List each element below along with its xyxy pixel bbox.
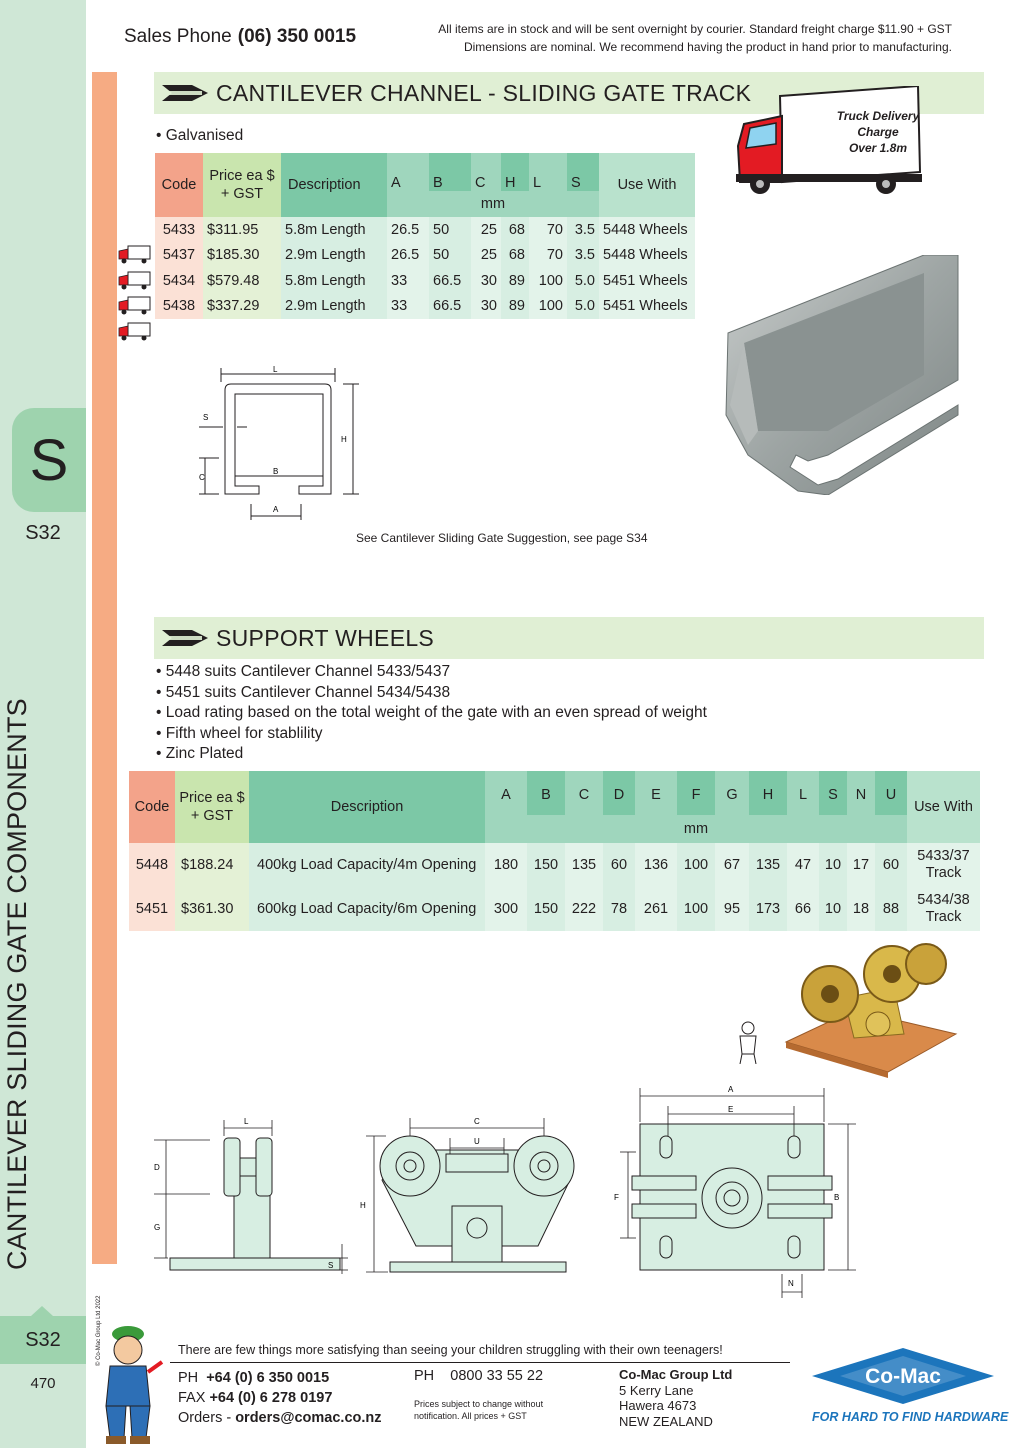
cell-dim: 89: [501, 294, 529, 320]
cell-dim: 89: [501, 268, 529, 294]
channel-table: [155, 153, 695, 319]
vertical-section-title: CANTILEVER SLIDING GATE COMPONENTS: [2, 698, 32, 1270]
bullet-item: • Zinc Plated: [156, 745, 244, 762]
dim-label-d: D: [154, 1163, 160, 1172]
truck-label-line: Charge: [857, 125, 899, 139]
page-reference-note: See Cantilever Sliding Gate Suggestion, see page S34: [356, 531, 648, 545]
prices-note: [414, 1398, 543, 1422]
cell-price: $188.24: [175, 843, 249, 887]
cell-dim: 68: [501, 217, 529, 243]
dim-label-l: L: [244, 1117, 249, 1126]
truck-icon: [118, 244, 151, 264]
cell-description: 2.9m Length: [281, 294, 387, 320]
header-dim-a: A: [387, 153, 429, 191]
use-with-line: 5433/37: [917, 848, 970, 864]
cell-dim: 3.5: [567, 243, 599, 269]
use-with-line: Track: [925, 909, 962, 925]
cell-dim: 100: [677, 887, 715, 931]
cell-description: 5.8m Length: [281, 268, 387, 294]
fax-line: [178, 1388, 382, 1408]
section-header-wheels: [154, 617, 984, 659]
bullet-item: • 5448 suits Cantilever Channel 5433/5437: [156, 663, 451, 680]
cell-use-with: 5448 Wheels: [599, 243, 695, 269]
bullet-item: • Fifth wheel for stablility: [156, 724, 323, 742]
section-code-top: S32: [25, 522, 61, 544]
table-row: [129, 843, 980, 887]
bullet-item: • Load rating based on the total weight of the gate with an even spread of weight: [156, 704, 707, 721]
freight-notice: [380, 20, 952, 56]
truck-icon: [118, 321, 151, 341]
cell-dim: 25: [471, 217, 501, 243]
cell-dim: 135: [565, 843, 603, 887]
orders-label: Orders -: [178, 1410, 232, 1426]
cell-dim: 10: [819, 887, 847, 931]
cell-dim: 5.0: [567, 268, 599, 294]
use-with-line: Track: [925, 865, 962, 881]
contact-block: [178, 1368, 382, 1428]
cell-dim: 136: [635, 843, 677, 887]
use-with-line: 5434/38: [917, 892, 970, 908]
cell-dim: 100: [529, 294, 567, 320]
fax-label: FAX: [178, 1390, 206, 1406]
header-dim: N: [847, 771, 875, 815]
dim-label-e: E: [728, 1105, 734, 1114]
orange-accent-bar: [92, 72, 117, 1264]
cell-dim: 3.5: [567, 217, 599, 243]
channel-cross-section-diagram: [195, 360, 365, 522]
header-dim: U: [875, 771, 907, 815]
cell-dim: 78: [603, 887, 635, 931]
cell-dim: 5.0: [567, 294, 599, 320]
header-dim-l: L: [529, 153, 567, 191]
slogan: FOR HARD TO FIND HARDWARE: [812, 1410, 1009, 1424]
section-code-bottom: S32: [0, 1316, 86, 1364]
wheels-table: [129, 771, 980, 931]
section-title: SUPPORT WHEELS: [216, 624, 435, 651]
page-number: 470: [30, 1375, 56, 1392]
cell-use-with: 5448 Wheels: [599, 217, 695, 243]
cell-dim: 66: [787, 887, 819, 931]
header-code: Code: [155, 153, 203, 217]
cell-dim: 67: [715, 843, 749, 887]
cell-use-with: 5451 Wheels: [599, 294, 695, 320]
comac-logo: [810, 1346, 996, 1406]
header-dim: E: [635, 771, 677, 815]
cell-dim: 135: [749, 843, 787, 887]
table-row: [155, 294, 695, 320]
cell-dim: 66.5: [429, 268, 471, 294]
cell-dim: 88: [875, 887, 907, 931]
cell-dim: 50: [429, 217, 471, 243]
cell-description: 400kg Load Capacity/4m Opening: [249, 843, 485, 887]
cell-dim: 18: [847, 887, 875, 931]
cell-dim: 17: [847, 843, 875, 887]
wheel-side-view-diagram: [150, 1112, 350, 1278]
header-use-with: Use With: [599, 153, 695, 217]
address-line: 5 Kerry Lane: [619, 1382, 694, 1398]
cell-dim: 70: [529, 243, 567, 269]
cell-dim: 100: [677, 843, 715, 887]
truck-icon: [118, 295, 151, 315]
notice-line: Dimensions are nominal. We recommend having the product in hand prior to manufacturing.: [463, 40, 952, 54]
table-row: [155, 268, 695, 294]
dim-label-c: C: [474, 1117, 480, 1126]
header-unit: mm: [485, 815, 907, 843]
cell-dim: 47: [787, 843, 819, 887]
cell-dim: 33: [387, 268, 429, 294]
cell-code: 5433: [155, 217, 203, 243]
mascot-small-icon: [734, 1020, 762, 1064]
header-dim: D: [603, 771, 635, 815]
header-dim: A: [485, 771, 527, 815]
cell-dim: 10: [819, 843, 847, 887]
cell-use-with: [907, 843, 980, 887]
header-description: Description: [249, 771, 485, 843]
dim-label-h: H: [341, 435, 347, 444]
dim-label-n: N: [788, 1279, 794, 1288]
cell-dim: 95: [715, 887, 749, 931]
section-title: CANTILEVER CHANNEL - SLIDING GATE TRACK: [216, 79, 752, 106]
cell-dim: 100: [529, 268, 567, 294]
dim-label-b: B: [834, 1193, 840, 1202]
dim-label-u: U: [474, 1137, 480, 1146]
header-dim: F: [677, 771, 715, 815]
dim-label-s: S: [328, 1261, 334, 1270]
cell-code: 5438: [155, 294, 203, 320]
cell-description: 5.8m Length: [281, 217, 387, 243]
header-description: Description: [281, 153, 387, 217]
channel-photo: [718, 255, 962, 495]
cell-dim: 180: [485, 843, 527, 887]
header-dim-s: S: [567, 153, 599, 191]
bullet-item: • 5451 suits Cantilever Channel 5434/5438: [156, 683, 451, 701]
sales-phone: [124, 26, 356, 48]
header-dim: C: [565, 771, 603, 815]
dim-label-h: H: [360, 1201, 366, 1210]
orders-email[interactable]: orders@comac.co.nz: [235, 1410, 382, 1426]
cell-dim: 150: [527, 887, 565, 931]
cell-code: 5437: [155, 243, 203, 269]
cell-code: 5451: [129, 887, 175, 931]
mascot-icon: [92, 1322, 170, 1444]
header-dim-b: B: [429, 153, 471, 191]
cell-dim: 26.5: [387, 243, 429, 269]
cell-dim: 60: [603, 843, 635, 887]
prices-note-line: Prices subject to change without: [414, 1399, 544, 1409]
phone-number: +64 (0) 6 350 0015: [206, 1370, 330, 1386]
cell-price: $185.30: [203, 243, 281, 269]
header-dim: H: [749, 771, 787, 815]
dim-label-g: G: [154, 1223, 161, 1232]
header-dim: L: [787, 771, 819, 815]
cell-dim: 26.5: [387, 217, 429, 243]
arrow-icon: [162, 628, 210, 648]
cell-price: $579.48: [203, 268, 281, 294]
cell-dim: 68: [501, 243, 529, 269]
cell-dim: 30: [471, 294, 501, 320]
cell-use-with: [907, 887, 980, 931]
freephone-number: 0800 33 55 22: [450, 1368, 544, 1384]
cell-price: $361.30: [175, 887, 249, 931]
company-name: Co-Mac Group Ltd: [619, 1367, 733, 1382]
header-dim: S: [819, 771, 847, 815]
cell-dim: 222: [565, 887, 603, 931]
cell-dim: 66.5: [429, 294, 471, 320]
cell-dim: 60: [875, 843, 907, 887]
cell-dim: 173: [749, 887, 787, 931]
header-code: Code: [129, 771, 175, 843]
cell-code: 5448: [129, 843, 175, 887]
cell-description: 600kg Load Capacity/6m Opening: [249, 887, 485, 931]
section-tab-letter: S: [12, 408, 86, 512]
cell-dim: 300: [485, 887, 527, 931]
dim-label-a: A: [273, 505, 279, 514]
cell-description: 2.9m Length: [281, 243, 387, 269]
cell-dim: 261: [635, 887, 677, 931]
phone-label: PH: [178, 1370, 199, 1386]
arrow-icon: [162, 83, 210, 103]
header-price: Price ea $ + GST: [175, 771, 249, 843]
header-use-with: Use With: [907, 771, 980, 843]
sales-label: Sales Phone: [124, 26, 232, 47]
freephone-label: PH: [414, 1368, 435, 1384]
header-unit: mm: [387, 191, 599, 217]
dim-label-s: S: [203, 413, 209, 422]
bullet-galvanised: • Galvanised: [156, 127, 244, 144]
footer-divider: [170, 1362, 790, 1363]
cell-dim: 150: [527, 843, 565, 887]
support-wheel-photo: [784, 938, 958, 1078]
table-row: [129, 887, 980, 931]
bullet-list: [156, 662, 707, 765]
header-dim: G: [715, 771, 749, 815]
wheel-front-view-diagram: [356, 1106, 580, 1278]
logo-text: Co-Mac: [865, 1365, 941, 1388]
cell-dim: 25: [471, 243, 501, 269]
cell-dim: 33: [387, 294, 429, 320]
header-price: Price ea $ + GST: [203, 153, 281, 217]
header-dim-c: C: [471, 153, 501, 191]
cell-dim: 30: [471, 268, 501, 294]
dim-label-a: A: [728, 1085, 734, 1094]
table-row: [155, 217, 695, 243]
dim-label-c: C: [199, 473, 205, 482]
truck-label: [830, 108, 926, 156]
sales-number: (06) 350 0015: [237, 26, 357, 47]
dim-label-l: L: [273, 365, 278, 374]
footer-quote: There are few things more satisfying than seeing your children struggling with their own teenagers!: [178, 1343, 723, 1357]
dim-label-f: F: [614, 1193, 619, 1202]
header-dim-h: H: [501, 153, 529, 191]
truck-icon: [118, 270, 151, 290]
fax-number: +64 (0) 6 278 0197: [209, 1390, 333, 1406]
dim-label-b: B: [273, 467, 279, 476]
cell-code: 5434: [155, 268, 203, 294]
address-line: Hawera 4673: [619, 1398, 697, 1413]
cell-dim: 70: [529, 217, 567, 243]
cell-price: $311.95: [203, 217, 281, 243]
cell-use-with: 5451 Wheels: [599, 268, 695, 294]
notice-line: All items are in stock and will be sent overnight by courier. Standard freight charge $11.90 + GST: [438, 22, 952, 36]
phone-line: [178, 1368, 382, 1388]
wheel-plan-view-diagram: [606, 1080, 860, 1300]
table-row: [155, 243, 695, 269]
cell-price: $337.29: [203, 294, 281, 320]
copyright: © Co-Mac Group Ltd 2022: [96, 1295, 102, 1366]
prices-note-line: notification. All prices + GST: [414, 1411, 527, 1421]
truck-label-line: Over 1.8m: [848, 141, 908, 155]
address-line: NEW ZEALAND: [619, 1413, 713, 1429]
truck-label-line: Truck Delivery: [836, 109, 920, 123]
cell-dim: 50: [429, 243, 471, 269]
company-address: [619, 1367, 732, 1429]
orders-line: [178, 1408, 382, 1428]
freephone-line: [414, 1368, 543, 1384]
header-dim: B: [527, 771, 565, 815]
